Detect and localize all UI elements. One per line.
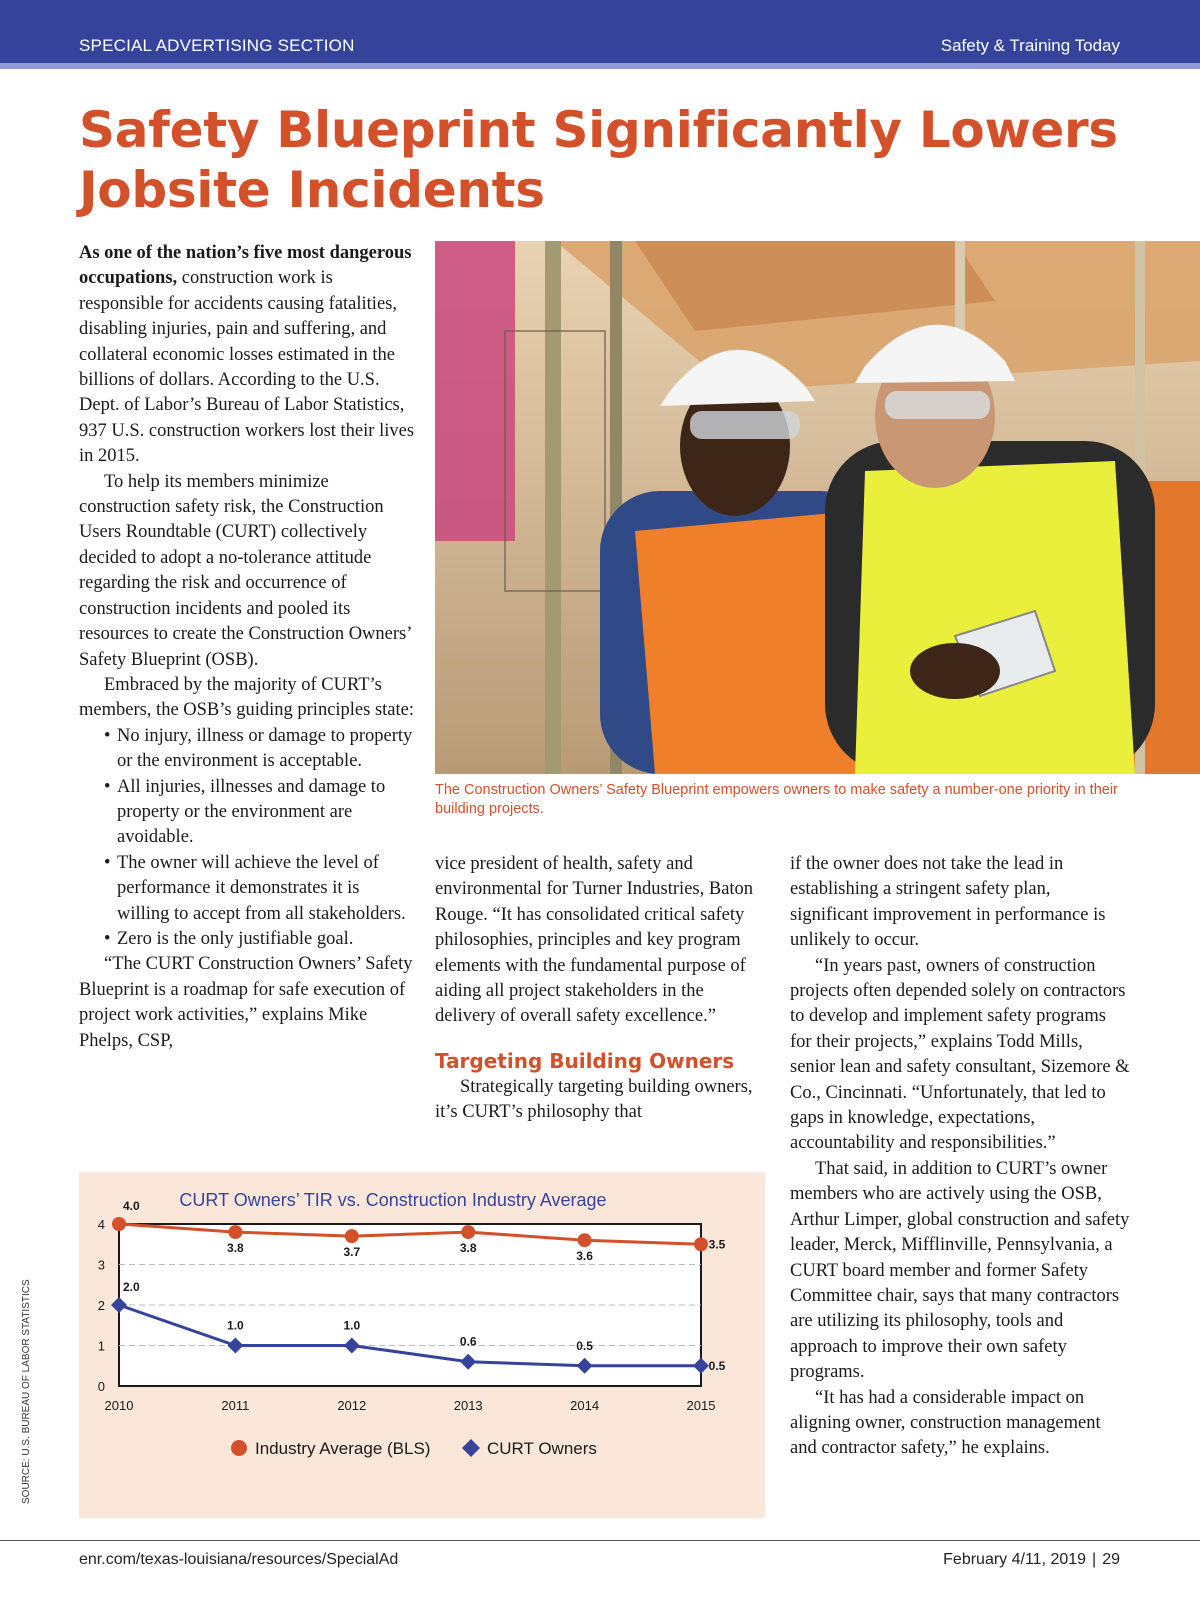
legend-marker-curt <box>462 1439 480 1457</box>
publication-name: Safety & Training Today <box>940 36 1120 55</box>
list-item: • All injuries, illnesses and damage to property or the environment are avoidable. <box>79 775 414 851</box>
data-point-industry <box>461 1225 475 1239</box>
legend-marker-industry <box>231 1440 247 1456</box>
article-title: Safety Blueprint Significantly Lowers Jobsite Incidents <box>79 101 1118 219</box>
data-label: 2.0 <box>123 1280 140 1294</box>
header-bar <box>0 0 1200 63</box>
legend-label: CURT Owners <box>487 1439 597 1458</box>
paragraph-principles: Embraced by the majority of CURT’s members, the OSB’s guiding principles state: <box>79 674 415 721</box>
article-column-3 <box>790 852 1130 1462</box>
y-tick-label: 2 <box>97 1298 105 1313</box>
chart-source: SOURCE: U.S. BUREAU OF LABOR STATISTICS <box>21 1279 32 1504</box>
data-label: 0.5 <box>708 1358 726 1373</box>
issue-date: February 4/11, 2019 <box>943 1551 1087 1568</box>
paragraph-phelps-cont: vice president of health, safety and environmental for Turner Industries, Baton Rouge. “It has consolidated critical safety philosophies, principles and key program elements with the fundamental purpose of aiding all project stakeholders in the delivery of overall safety excellence.” <box>435 854 754 1027</box>
data-label: 3.5 <box>708 1237 726 1252</box>
x-tick-label: 2011 <box>221 1398 250 1413</box>
data-point-industry <box>112 1217 126 1231</box>
intro-text: construction work is responsible for accidents causing fatalities, disabling injuries, pain and suffering, and collateral economic losses estimated in the billions of dollars. According to the U.S. Dept. of Labor’s Bureau of Labor Statistics, 937 U.S. construction workers lost their lives in 2015. <box>79 268 415 467</box>
x-tick-label: 2015 <box>686 1398 716 1413</box>
x-tick-label: 2012 <box>337 1398 367 1413</box>
data-point-industry <box>228 1225 242 1239</box>
data-label: 3.6 <box>576 1249 593 1264</box>
chart-title: CURT Owners’ TIR vs. Construction Industry Average <box>179 1190 607 1210</box>
data-label: 3.7 <box>343 1245 361 1260</box>
construction-workers-photo <box>435 241 1200 774</box>
paragraph-targeting: Strategically targeting building owners, it’s CURT’s philosophy that <box>435 1076 753 1123</box>
article-column-2 <box>435 852 765 1126</box>
photo-caption: The Construction Owners’ Safety Blueprint empowers owners to make safety a number-one priority in their building projects. <box>435 782 1118 817</box>
y-tick-label: 4 <box>97 1217 105 1232</box>
data-label: 0.6 <box>459 1334 477 1349</box>
data-label: 3.8 <box>227 1241 244 1256</box>
y-tick-label: 1 <box>97 1338 105 1354</box>
paragraph-impact: “It has had a considerable impact on aligning owner, construction management and contractor safety,” he explains. <box>790 1387 1101 1459</box>
tir-line-chart <box>79 1172 765 1518</box>
data-label: 0.5 <box>576 1338 593 1353</box>
x-tick-label: 2014 <box>570 1398 600 1413</box>
list-item: • Zero is the only justifiable goal. <box>79 927 414 952</box>
list-item: • No injury, illness or damage to property or the environment is acceptable. <box>79 724 414 775</box>
subheading: Targeting Building Owners <box>435 1048 735 1073</box>
footer-rule <box>0 1540 1200 1541</box>
chart-panel <box>79 1172 765 1518</box>
paragraph-mills: “In years past, owners of construction projects often depended solely on contractors to develop and implement safety programs for their projects,” explains Todd Mills, senior lean and safety consultant, Sizemore & Co., Cincinnati. “Unfortunately, that led to gaps in knowledge, expectations, accountability and responsibilities.” <box>790 955 1130 1154</box>
paragraph-owner-lead: if the owner does not take the lead in establishing a stringent safety plan, significant improvement in performance is unlikely to occur. <box>790 854 1106 951</box>
data-label: 3.8 <box>459 1241 477 1256</box>
x-tick-label: 2010 <box>104 1398 134 1413</box>
x-tick-label: 2013 <box>453 1398 483 1413</box>
principles-list <box>79 724 414 953</box>
legend-label: Industry Average (BLS) <box>255 1439 431 1458</box>
header-rule <box>0 63 1200 69</box>
data-label: 4.0 <box>123 1199 140 1213</box>
data-point-industry <box>578 1233 592 1247</box>
paragraph-limper: That said, in addition to CURT’s owner members who are actively using the OSB, Arthur Limper, global construction and safety leader, Merck, Mifflinville, Pennsylvania, a CURT board member and former Safety Committee chair, says that many contractors are utilizing its philosophy, tools and approach to improve their own safety programs. <box>790 1158 1130 1383</box>
paragraph-curt: To help its members minimize construction safety risk, the Construction Users Roundtable (CURT) collectively decided to adopt a no-tolerance attitude regarding the risk and occurrence of construction incidents and pooled its resources to create the Construction Owners’ Safety Blueprint (OSB). <box>79 471 412 670</box>
data-point-industry <box>694 1237 708 1251</box>
photo-illustration <box>435 241 1200 774</box>
data-point-industry <box>345 1229 359 1243</box>
data-label: 1.0 <box>227 1318 244 1333</box>
paragraph-phelps: “The CURT Construction Owners’ Safety Blueprint is a roadmap for safe execution of project work activities,” explains Mike Phelps, CSP, <box>79 954 413 1051</box>
y-tick-label: 3 <box>97 1257 105 1273</box>
footer-date-page <box>943 1551 1120 1569</box>
data-label: 1.0 <box>343 1318 361 1333</box>
y-tick-label: 0 <box>97 1379 105 1394</box>
lead-in: As one of the nation’s five most dangerous occupations, <box>79 243 412 289</box>
list-item: • The owner will achieve the level of performance it demonstrates it is willing to accept from all stakeholders. <box>79 851 414 927</box>
footer-url: enr.com/texas-louisiana/resources/SpecialAd <box>79 1551 399 1568</box>
section-label: SPECIAL ADVERTISING SECTION <box>79 36 355 55</box>
footer-separator: | <box>1092 1551 1097 1568</box>
page-number: 29 <box>1102 1551 1120 1568</box>
article-column-1 <box>79 241 414 1054</box>
paragraph-intro <box>79 241 414 470</box>
